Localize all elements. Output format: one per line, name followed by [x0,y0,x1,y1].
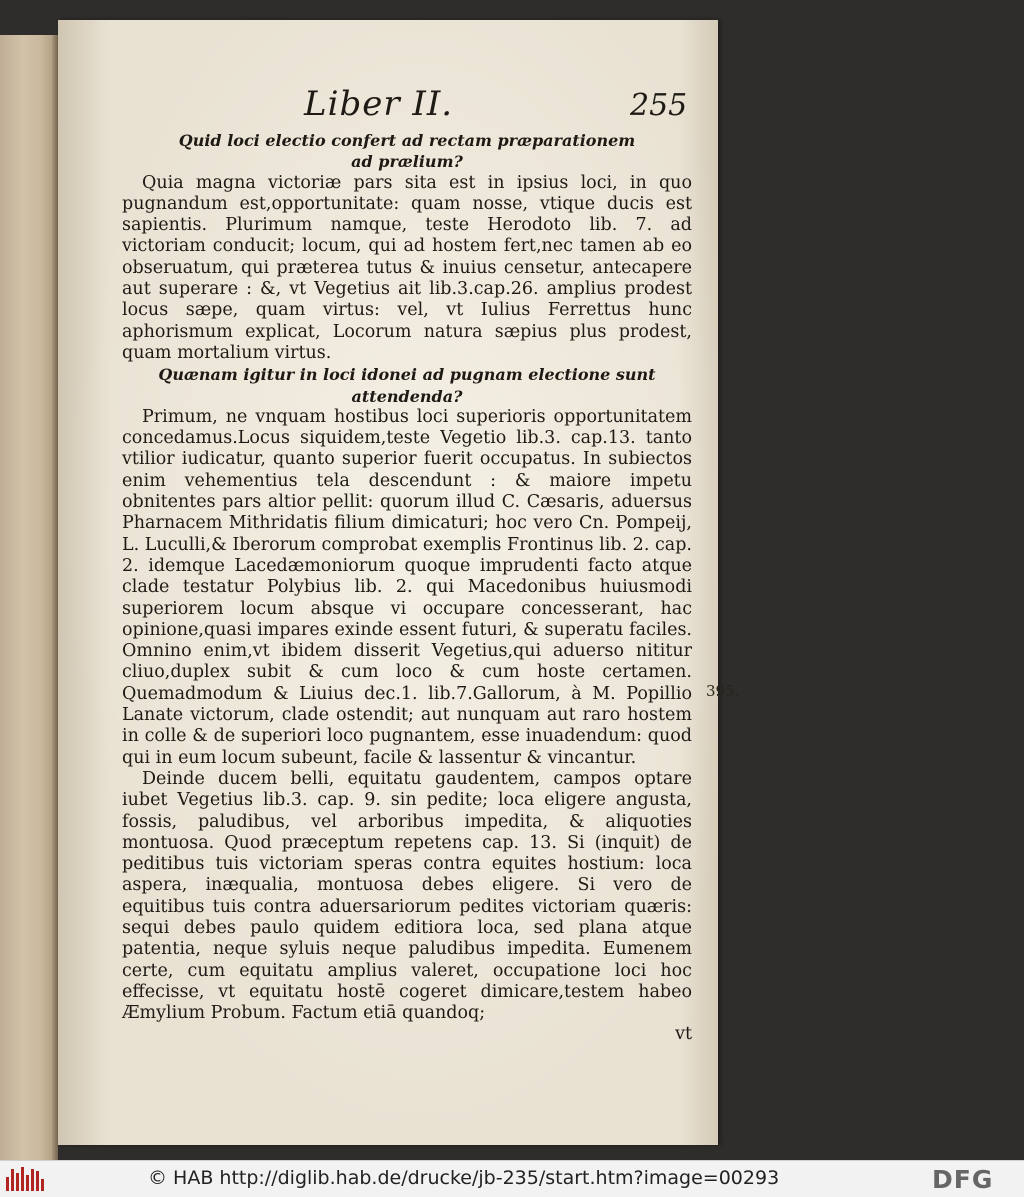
page-number: 255 [630,88,688,123]
copyright-link[interactable]: © HAB http://diglib.hab.de/drucke/jb-235/start.htm?image=00293 [148,1167,780,1189]
paragraph: Primum, ne vnquam hostibus loci superioris opportunitatem concedamus.Locus siquidem,teste Vegetio lib.3. cap.13. tanto vtilior iudicatur, quanto superior fuerit occupatus. In subiectos enim vehementius tela descendunt : & maiore impetu obnitentes pars altior pellit: quorum illud C. Cæsaris, aduersus Pharnacem Mithridatis filium dimicaturi; hoc vero Cn. Pompeij, L. Luculli,& Iberorum comprobat exemplis Frontinus lib. 2. cap. 2. idemque Lacedæmoniorum quoque imprudenti facto atque clade testatur Polybius lib. 2. qui Macedonibus huiusmodi superiorem locum absque vi occupare concesserant, hac opinione,quasi impares exinde essent futuri, & superatu faciles. Omnino enim,vt ibidem disserit Vegetius,qui aduerso nititur cliuo,duplex subit & cum loco & cum hoste certamen. Quemadmodum & Liuius dec.1. lib.7.Gallorum, à M. Popillio Lanate victorum, clade ostendit; aut nunquam aut raro hostem in colle & de superiori loco pugnantem, esse inuadendum: quod qui in eum locum subeunt, facile & lassentur & vincantur. [122,406,692,768]
footer-bar [0,1160,1024,1197]
running-head: Liber II. [304,84,454,124]
section-heading-line: Quid loci electio confert ad rectam præparationem [178,131,636,150]
page-text [122,130,692,1046]
paragraph: Deinde ducem belli, equitatu gaudentem, campos optare iubet Vegetius lib.3. cap. 9. sin pedite; loca eligere angusta, fossis, paludibus, vel arboribus impedita, & aliquoties montuosa. Quod præceptum repetens cap. 13. Si (inquit) de peditibus tuis victoriam speras contra equites hostium: loca aspera, inæqualia, montuosa debes eligere. Si vero de equitibus tuis contra aduersariorum pedites victoriam quæris: sequi debes paulo quidem editiora loca, sed plana atque patentia, neque syluis neque paludibus impedita. Eumenem certe, cum equitatu amplius valeret, occupatione loci hoc effecisse, vt equitatu hostē cogeret dimicare,testem habeo Æmylium Probum. Factum etiā quandoq; [122,768,692,1024]
left-page-edges [0,35,58,1160]
section-heading-line: attendenda? [351,386,463,406]
hab-logo-icon [6,1167,46,1191]
marginal-note: 395. [706,682,740,700]
section-heading-line: ad prælium? [351,152,463,172]
section-heading [122,364,692,407]
paragraph: Quia magna victoriæ pars sita est in ipsius loci, in quo pugnandum est,opportunitate: quam nosse, vtique ducis est sapientis. Plurimum namque, teste Herodoto lib. 7. ad victoriam conducit; locum, qui ad hostem fert,nec tamen ab eo obseruatum, qui præterea tutus & inuius censetur, antecapere aut superare : &, vt Vegetius ait lib.3.cap.26. amplius prodest locus sæpe, quam virtus: vel, vt Iulius Ferrettus hunc aphorismum explicat, Locorum natura sæpius plus prodest, quam mortalium virtus. [122,172,692,363]
section-heading [122,130,692,173]
page-header [58,84,718,136]
catchword: vt [675,1024,692,1045]
section-heading-line: Quænam igitur in loci idonei ad pugnam electione sunt [158,365,656,385]
book-page [58,20,718,1145]
dfg-logo: DFG [932,1165,994,1194]
